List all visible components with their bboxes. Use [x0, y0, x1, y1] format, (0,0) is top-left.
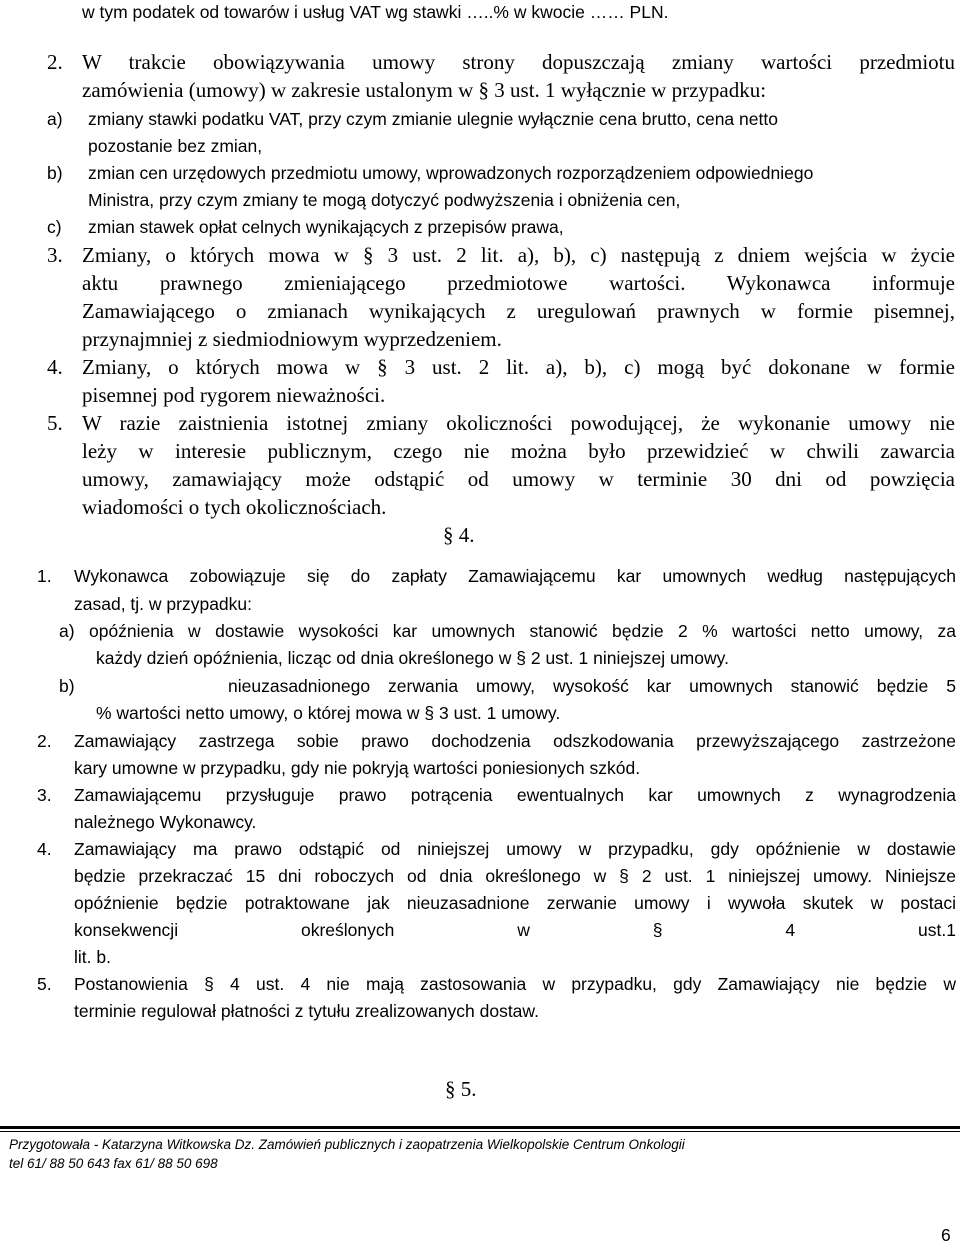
list-item-line: zmiany stawki podatku VAT, przy czym zmianie ulegnie wyłącznie cena brutto, cena netto: [88, 109, 778, 129]
footer-author: Przygotowała - Katarzyna Witkowska Dz. Zamówień publicznych i zaopatrzenia Wielkopolskie Centrum Onkologii: [9, 1137, 685, 1152]
section-heading: § 4.: [443, 523, 475, 547]
paragraph-line: konsekwencji określonych w § 4 ust.1: [74, 920, 956, 940]
paragraph-line: Zmiany, o których mowa w § 3 ust. 2 lit. a), b), c) następują z dniem wejścia w życie: [82, 243, 955, 267]
list-item-line: każdy dzień opóźnienia, licząc od dnia określonego w § 2 ust. 1 niniejszej umowy.: [96, 648, 729, 668]
paragraph-line: zamówienia (umowy) w zakresie ustalonym w § 3 ust. 1 wyłącznie w przypadku:: [82, 78, 767, 102]
list-number: 2.: [37, 731, 52, 751]
list-item-line: % wartości netto umowy, o której mowa w § 3 ust. 1 umowy.: [96, 703, 561, 723]
paragraph-line: będzie przekraczać 15 dni roboczych od dnia określonego w § 2 ust. 1 niniejszej umowy. Niniejsze: [74, 866, 956, 886]
list-item-line: zmian cen urzędowych przedmiotu umowy, wprowadzonych rozporządzeniem odpowiedniego: [88, 163, 814, 183]
paragraph-line: Zamawiającemu przysługuje prawo potrącenia ewentualnych kar umownych z wynagrodzenia: [74, 785, 956, 805]
paragraph-line: Zmiany, o których mowa w § 3 ust. 2 lit. a), b), c) mogą być dokonane w formie: [82, 355, 955, 379]
paragraph-line: W razie zaistnienia istotnej zmiany okoliczności powodującej, że wykonanie umowy nie: [82, 411, 955, 435]
paragraph-line: W trakcie obowiązywania umowy strony dopuszczają zmiany wartości przedmiotu: [82, 50, 955, 74]
list-number: 3.: [37, 785, 52, 805]
paragraph-line: lit. b.: [74, 947, 111, 967]
paragraph-line: terminie regulował płatności z tytułu zrealizowanych dostaw.: [74, 1001, 539, 1021]
paragraph-line: leży w interesie publicznym, czego nie można było przewidzieć w chwili zawarcia: [82, 439, 955, 463]
list-letter: b): [59, 676, 75, 696]
list-letter: a): [47, 109, 63, 129]
paragraph-line: należnego Wykonawcy.: [74, 812, 257, 832]
list-letter: b): [47, 163, 63, 183]
list-number: 5.: [47, 411, 63, 435]
paragraph-line: Zamawiającego o zmianach wynikających z uregulowań prawnych w formie pisemnej,: [82, 299, 955, 323]
paragraph-line: Wykonawca zobowiązuje się do zapłaty Zamawiającemu kar umownych według następujących: [74, 566, 956, 586]
list-number: 1.: [37, 566, 52, 586]
paragraph-line: Postanowienia § 4 ust. 4 nie mają zastosowania w przypadku, gdy Zamawiający nie będzie w: [74, 974, 956, 994]
list-number: 5.: [37, 974, 52, 994]
list-number: 2.: [47, 50, 63, 74]
footer-rule: [0, 1126, 960, 1129]
page-number: 6: [941, 1225, 951, 1245]
paragraph-line: pisemnej pod rygorem nieważności.: [82, 383, 386, 407]
list-letter: c): [47, 217, 62, 237]
vat-amount-line: w tym podatek od towarów i usług VAT wg stawki …..% w kwocie …… PLN.: [82, 2, 669, 22]
paragraph-line: opóźnienie będzie potraktowane jak nieuzasadnione zerwanie umowy i wywoła skutek w postaci: [74, 893, 956, 913]
paragraph-line: wiadomości o tych okolicznościach.: [82, 495, 387, 519]
section-heading: § 5.: [445, 1077, 477, 1101]
paragraph-line: Zamawiający zastrzega sobie prawo dochodzenia odszkodowania przewyższającego zastrzeżone: [74, 731, 956, 751]
list-item-line: pozostanie bez zmian,: [88, 136, 263, 156]
list-number: 4.: [47, 355, 63, 379]
paragraph-line: Zamawiający ma prawo odstąpić od niniejszej umowy w przypadku, gdy opóźnienie w dostawie: [74, 839, 956, 859]
paragraph-line: kary umowne w przypadku, gdy nie pokryją wartości poniesionych szkód.: [74, 758, 641, 778]
list-item-line: a) opóźnienia w dostawie wysokości kar umownych stanowić będzie 2 % wartości netto umowy, za: [59, 621, 956, 641]
list-item-line: Ministra, przy czym zmiany te mogą dotyczyć podwyższenia i obniżenia cen,: [88, 190, 681, 210]
list-item-line: zmian stawek opłat celnych wynikających z przepisów prawa,: [88, 217, 564, 237]
list-item-line: nieuzasadnionego zerwania umowy, wysokość kar umownych stanowić będzie 5: [228, 676, 956, 696]
footer-rule: [0, 1131, 960, 1132]
paragraph-line: zasad, tj. w przypadku:: [74, 594, 252, 614]
paragraph-line: przynajmniej z siedmiodniowym wyprzedzeniem.: [82, 327, 502, 351]
paragraph-line: umowy, zamawiający może odstąpić od umowy w terminie 30 dni od powzięcia: [82, 467, 955, 491]
footer-contact: tel 61/ 88 50 643 fax 61/ 88 50 698: [9, 1156, 218, 1171]
list-number: 3.: [47, 243, 63, 267]
list-number: 4.: [37, 839, 52, 859]
paragraph-line: aktu prawnego zmieniającego przedmiotowe wartości. Wykonawca informuje: [82, 271, 955, 295]
